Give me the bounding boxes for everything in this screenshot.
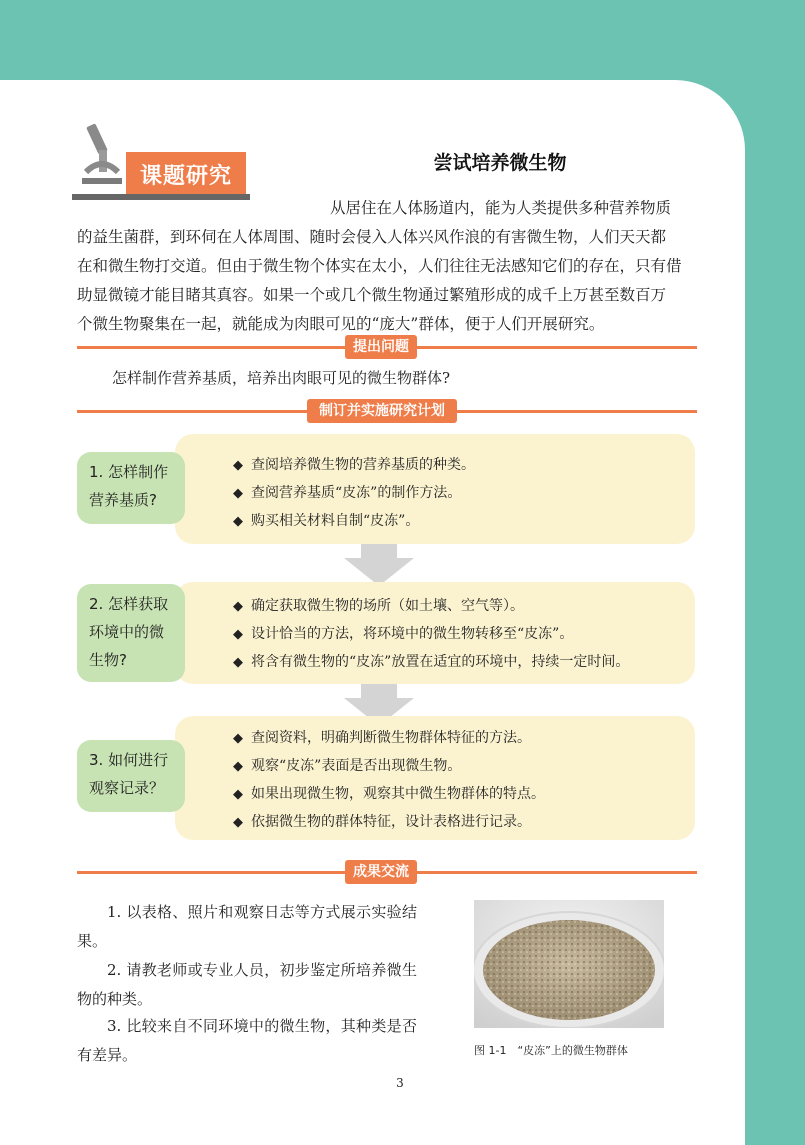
diamond-bullet-icon: ◆ xyxy=(233,486,243,501)
result-item: 2. 请教老师或专业人员，初步鉴定所培养微生物的种类。 xyxy=(77,961,417,1008)
section-tag: 课题研究 xyxy=(126,152,246,196)
list-item: ◆ 将含有微生物的“皮冻”放置在适宜的环境中，持续一定时间。 xyxy=(233,654,630,670)
microbe-colony-photo xyxy=(474,900,664,1028)
down-arrow-icon xyxy=(344,544,414,586)
page-title: 尝试培养微生物 xyxy=(433,152,567,174)
research-question: 怎样制作营养基质，培养出肉眼可见的微生物群体? xyxy=(112,369,451,387)
list-item: ◆ 设计恰当的方法，将环境中的微生物转移至“皮冻”。 xyxy=(233,626,574,642)
diamond-bullet-icon: ◆ xyxy=(233,759,243,774)
step-question-box: 3. 如何进行观察记录？ xyxy=(77,740,185,812)
diamond-bullet-icon: ◆ xyxy=(233,655,243,670)
list-item: ◆ 依据微生物的群体特征，设计表格进行记录。 xyxy=(233,814,531,830)
list-item: ◆ 查阅资料，明确判断微生物群体特征的方法。 xyxy=(233,730,531,746)
list-item: ◆ 查阅培养微生物的营养基质的种类。 xyxy=(233,457,475,473)
step-card xyxy=(175,434,695,544)
section-label-results: 成果交流 xyxy=(345,860,417,884)
section-label-plan: 制订并实施研究计划 xyxy=(307,399,457,423)
diamond-bullet-icon: ◆ xyxy=(233,514,243,529)
step-card xyxy=(175,716,695,840)
list-item: ◆ 如果出现微生物，观察其中微生物群体的特点。 xyxy=(233,786,545,802)
list-item: ◆ 购买相关材料自制“皮冻”。 xyxy=(233,513,420,529)
diamond-bullet-icon: ◆ xyxy=(233,599,243,614)
step-question-box: 2. 怎样获取环境中的微生物? xyxy=(77,584,185,682)
step-question-box: 1. 怎样制作营养基质? xyxy=(77,452,185,524)
figure-caption: 图 1-1 “皮冻”上的微生物群体 xyxy=(474,1044,628,1057)
step-card xyxy=(175,582,695,684)
microscope-icon xyxy=(72,120,132,200)
list-item: ◆ 观察“皮冻”表面是否出现微生物。 xyxy=(233,758,462,774)
result-item: 1. 以表格、照片和观察日志等方式展示实验结果。 xyxy=(77,903,417,950)
list-item: ◆ 确定获取微生物的场所（如土壤、空气等）。 xyxy=(233,598,524,614)
result-item: 3. 比较来自不同环境中的微生物，其种类是否有差异。 xyxy=(77,1017,417,1064)
page-number: 3 xyxy=(396,1076,404,1090)
petri-dish-image xyxy=(474,900,664,1028)
intro-paragraph: 从居住在人体肠道内，能为人类提供多种营养物质 的益生菌群，到环伺在人体周围、随时会侵入人体兴风作浪的有害微生物，人们天天都 在和微生物打交道。但由于微生物个体实在太小，人们往往无法感知它们的存在，只有借 助显微镜才能目睹其真容。如果一个或几个微生物通过繁殖形成的成千上万甚至数百万 个微生物聚集在一起，就能成为肉眼可见的“庞大”群体，便于人们开展研究。 xyxy=(77,199,682,333)
diamond-bullet-icon: ◆ xyxy=(233,787,243,802)
diamond-bullet-icon: ◆ xyxy=(233,815,243,830)
list-item: ◆ 查阅营养基质“皮冻”的制作方法。 xyxy=(233,485,462,501)
section-label-problem: 提出问题 xyxy=(345,335,417,359)
diamond-bullet-icon: ◆ xyxy=(233,458,243,473)
diamond-bullet-icon: ◆ xyxy=(233,731,243,746)
diamond-bullet-icon: ◆ xyxy=(233,627,243,642)
